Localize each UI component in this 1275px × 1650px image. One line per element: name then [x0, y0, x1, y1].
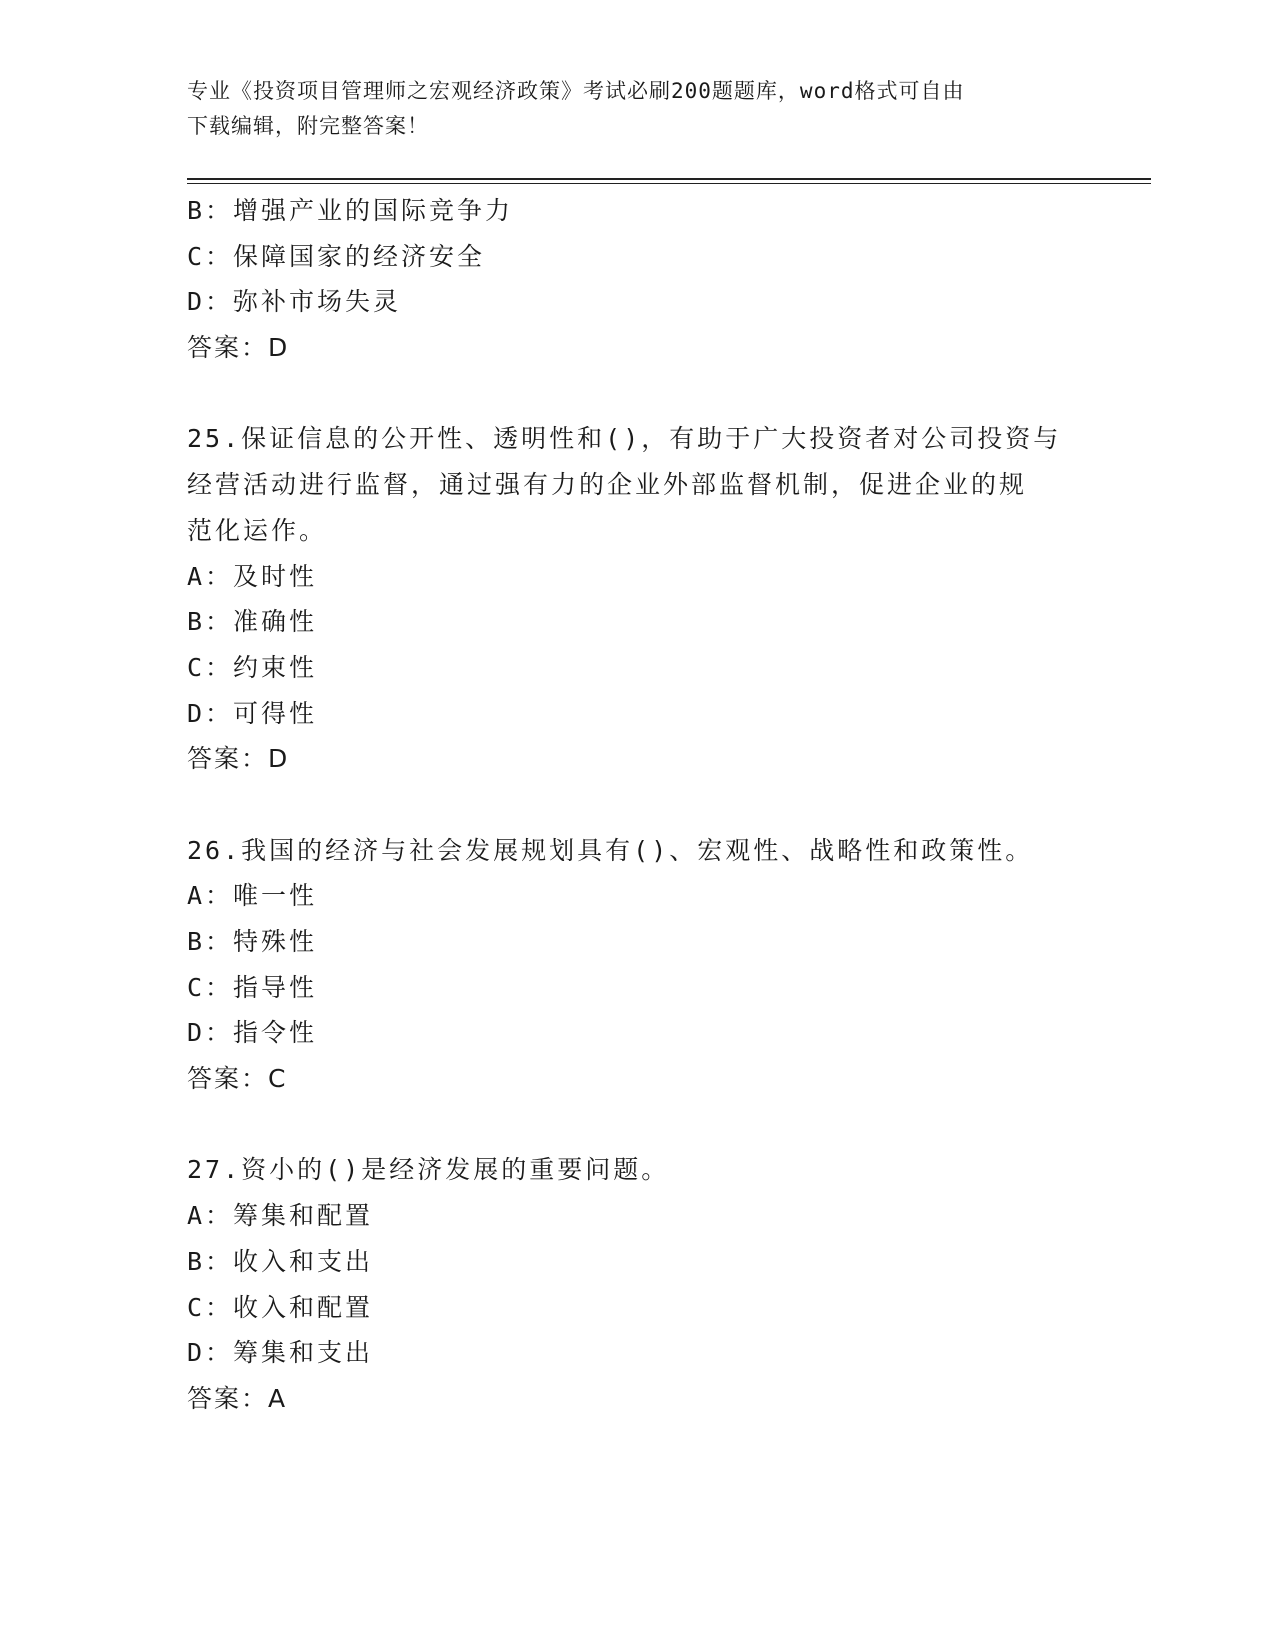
answer: 答案：C: [187, 1064, 288, 1094]
document-header: [187, 74, 1087, 144]
question-25: [187, 416, 1087, 782]
question-stem-line: 26.我国的经济与社会发展规划具有()、宏观性、战略性和政策性。: [187, 835, 1034, 865]
question-24-tail: [187, 188, 1087, 371]
question-stem-line: 25.保证信息的公开性、透明性和()，有助于广大投资者对公司投资与: [187, 424, 1062, 454]
question-26: [187, 828, 1087, 1102]
question-stem-line: 27.资小的()是经济发展的重要问题。: [187, 1155, 670, 1185]
option-c: C：保障国家的经济安全: [187, 241, 486, 271]
option-d: D：弥补市场失灵: [187, 287, 402, 317]
header-line-1: 专业《投资项目管理师之宏观经济政策》考试必刷200题题库，word格式可自由: [187, 79, 965, 103]
question-27: [187, 1147, 1087, 1421]
answer: 答案：A: [187, 1383, 288, 1413]
option-b: B：准确性: [187, 607, 318, 637]
option-b: B：特殊性: [187, 927, 318, 956]
option-d: D：指令性: [187, 1018, 318, 1048]
option-b: B：增强产业的国际竞争力: [187, 196, 514, 225]
answer: 答案：D: [187, 744, 290, 774]
question-list: [187, 188, 1087, 1422]
header-divider-thick: [187, 178, 1151, 180]
option-c: C：收入和配置: [187, 1292, 374, 1322]
option-a: A：筹集和配置: [187, 1201, 374, 1231]
question-stem-line: 范化运作。: [187, 515, 328, 545]
header-line-2: 下载编辑，附完整答案！: [187, 114, 429, 138]
question-stem-line: 经营活动进行监督，通过强有力的企业外部监督机制，促进企业的规: [187, 470, 1028, 500]
option-b: B：收入和支出: [187, 1246, 374, 1276]
answer: 答案：D: [187, 333, 290, 363]
option-c: C：指导性: [187, 972, 318, 1002]
option-c: C：约束性: [187, 652, 318, 682]
option-d: D：筹集和支出: [187, 1338, 374, 1368]
spacer: [187, 371, 1087, 417]
option-a: A：及时性: [187, 561, 318, 591]
header-divider-thin: [187, 183, 1151, 184]
option-a: A：唯一性: [187, 881, 318, 911]
option-d: D：可得性: [187, 698, 318, 728]
spacer: [187, 782, 1087, 828]
spacer: [187, 1102, 1087, 1148]
